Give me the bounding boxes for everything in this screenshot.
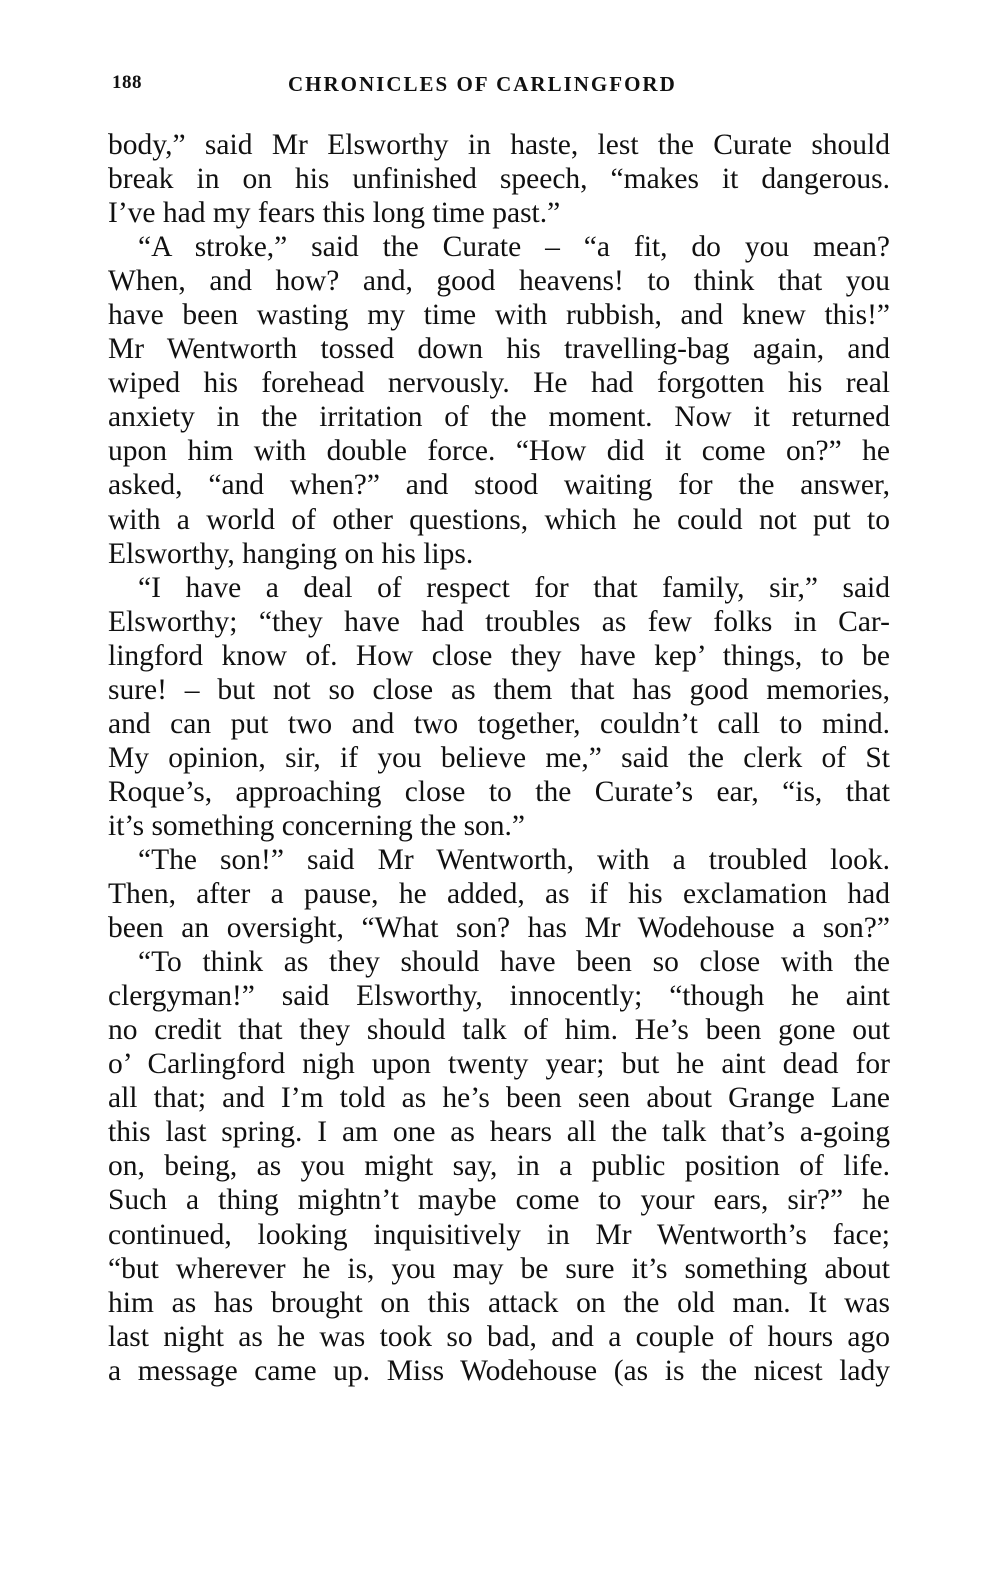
text-line: continued, looking inquisitively in Mr Wentworth’s face; <box>108 1218 890 1251</box>
text-line: upon him with double force. “How did it come on?” he <box>108 435 890 468</box>
text-line: no credit that they should talk of him. He’s been gone out <box>108 1014 890 1047</box>
text-line: asked, “and when?” and stood waiting for the answer, <box>108 469 890 502</box>
text-line: When, and how? and, good heavens! to think that you <box>108 265 890 298</box>
text-line: My opinion, sir, if you believe me,” said the clerk of St <box>108 741 890 774</box>
text-line: this last spring. I am one as hears all the talk that’s a-going <box>108 1116 890 1149</box>
text-line: Roque’s, approaching close to the Curate’s ear, “is, that <box>108 775 890 808</box>
text-line: last night as he was took so bad, and a couple of hours ago <box>108 1320 890 1353</box>
text-line: wiped his forehead nervously. He had forgotten his real <box>108 367 890 400</box>
text-line: clergyman!” said Elsworthy, innocently; “though he aint <box>108 980 890 1013</box>
running-title: CHRONICLES OF CARLINGFORD <box>288 72 677 96</box>
page-number: 188 <box>112 72 142 93</box>
running-head <box>112 72 892 102</box>
text-line: Mr Wentworth tossed down his travelling-bag again, and <box>108 333 890 366</box>
text-line: anxiety in the irritation of the moment. Now it returned <box>108 401 890 434</box>
text-line: on, being, as you might say, in a public position of life. <box>108 1150 890 1183</box>
text-line: all that; and I’m told as he’s been seen about Grange Lane <box>108 1082 890 1115</box>
text-line: o’ Carlingford nigh upon twenty year; but he aint dead for <box>108 1048 890 1081</box>
text-line: have been wasting my time with rubbish, and knew this!” <box>108 299 890 332</box>
text-line: body,” said Mr Elsworthy in haste, lest the Curate should <box>108 129 890 161</box>
text-line: a message came up. Miss Wodehouse (as is the nicest lady <box>108 1354 890 1387</box>
text-line: sure! – but not so close as them that has good memories, <box>108 673 890 706</box>
text-line: “The son!” said Mr Wentworth, with a troubled look. <box>138 843 890 876</box>
text-line: him as has brought on this attack on the old man. It was <box>108 1286 890 1319</box>
text-line: been an oversight, “What son? has Mr Wodehouse a son?” <box>108 912 890 945</box>
text-line: break in on his unfinished speech, “makes it dangerous. <box>108 163 890 196</box>
text-line: “To think as they should have been so close with the <box>138 946 890 979</box>
text-line: I’ve had my fears this long time past.” <box>108 197 561 230</box>
text-line: “I have a deal of respect for that family, sir,” said <box>138 571 890 604</box>
text-line: “but wherever he is, you may be sure it’s something about <box>108 1252 890 1285</box>
text-line: Such a thing mightn’t maybe come to your ears, sir?” he <box>108 1184 890 1217</box>
text-line: Then, after a pause, he added, as if his exclamation had <box>108 878 890 911</box>
text-line: with a world of other questions, which he could not put to <box>108 503 890 536</box>
text-line: Elsworthy, hanging on his lips. <box>108 537 474 570</box>
text-line: Elsworthy; “they have had troubles as few folks in Car- <box>108 605 890 638</box>
text-line: lingford know of. How close they have kep’ things, to be <box>108 639 890 672</box>
text-line: and can put two and two together, couldn’t call to mind. <box>108 707 890 740</box>
text-line: it’s something concerning the son.” <box>108 809 526 842</box>
text-line: “A stroke,” said the Curate – “a fit, do you mean? <box>138 231 890 264</box>
body-text <box>108 128 890 1388</box>
